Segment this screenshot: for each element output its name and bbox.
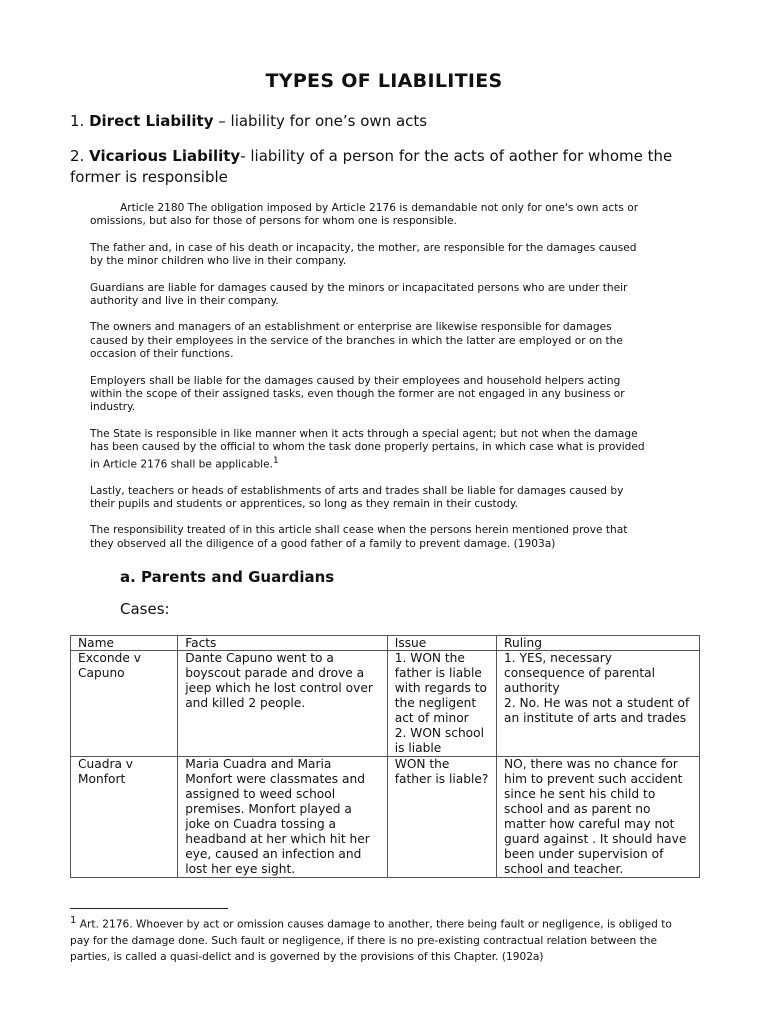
footnote-reference[interactable]: 1: [273, 455, 279, 466]
direct-liability-item: [70, 111, 710, 132]
article-paragraph: Guardians are liable for damages caused by the minors or incapacitated persons who are under their authority and live in their company.: [90, 281, 628, 308]
cases-table: [70, 635, 700, 878]
article-paragraph: The father and, in case of his death or incapacity, the mother, are responsible for the damages caused by the minor children who live in their company.: [90, 241, 637, 268]
vicarious-liability-item: [70, 146, 710, 188]
article-paragraph: The owners and managers of an establishment or enterprise are likewise responsible for damages caused by their employees in the service of the branches in which the latter are employed or on the occasion of their functions.: [90, 321, 623, 361]
article-paragraph: Lastly, teachers or heads of establishments of arts and trades shall be liable for damages caused by their pupils and students or apprentices, so long as they remain in their custody.: [90, 484, 624, 511]
item-number: 1.: [70, 112, 85, 130]
column-header-name: Name: [71, 636, 178, 651]
case-ruling-cell: NO, there was no chance for him to prevent such accident since he sent his child to school and as parent no matter how careful may not guard against . It should have been under supervision of school and teacher.: [497, 757, 700, 878]
table-row: [71, 651, 700, 757]
case-name-cell: Exconde v Capuno: [71, 651, 178, 757]
footnote-text: Art. 2176. Whoever by act or omission causes damage to another, there being fault or negligence, is obliged to pay for the damage done. Such fault or negligence, if there is no pre-existing contractual relation between the parties, is called a quasi-delict and is governed by the provisions of this Chapter. (1902a): [70, 918, 672, 963]
item-term: Vicarious Liability: [89, 147, 241, 165]
footnote-separator: [70, 908, 228, 909]
case-name-cell: Cuadra v Monfort: [71, 757, 178, 878]
article-paragraph: [90, 428, 650, 472]
item-term: Direct Liability: [89, 112, 214, 130]
column-header-issue: Issue: [387, 636, 496, 651]
case-ruling-cell: 1. YES, necessary consequence of parental authority 2. No. He was not a student of an institute of arts and trades: [497, 651, 700, 757]
case-issue-cell: 1. WON the father is liable with regards to the negligent act of minor 2. WON school is liable: [387, 651, 496, 757]
item-definition: - liability of a person for the acts of aother for whome the former is responsible: [70, 147, 673, 186]
cases-label: Cases:: [120, 600, 170, 618]
column-header-ruling: Ruling: [497, 636, 700, 651]
article-paragraph: Employers shall be liable for the damages caused by their employees and household helpers acting within the scope of their assigned tasks, even though the former are not engaged in any business or industry.: [90, 374, 625, 414]
item-number: 2.: [70, 147, 85, 165]
item-definition: – liability for one’s own acts: [213, 112, 428, 130]
article-paragraph: The responsibility treated of in this article shall cease when the persons herein mentioned prove that they observed all the diligence of a good father of a family to prevent damage. (1903a): [90, 524, 628, 550]
column-header-facts: Facts: [178, 636, 388, 651]
case-facts-cell: Maria Cuadra and Maria Monfort were classmates and assigned to weed school premises. Monfort played a joke on Cuadra tossing a headband at her which hit her eye, caused an infection and lost her eye sight.: [178, 757, 388, 878]
section-heading-parents-guardians: a. Parents and Guardians: [120, 568, 335, 586]
page-title: TYPES OF LIABILITIES: [265, 70, 503, 92]
footnote-marker: 1: [70, 915, 77, 926]
case-facts-cell: Dante Capuno went to a boyscout parade and drove a jeep which he lost control over and killed 2 people.: [178, 651, 388, 757]
article-paragraph: Article 2180 The obligation imposed by Article 2176 is demandable not only for one's own acts or omissions, but also for those of persons for whom one is responsible.: [90, 202, 639, 228]
article-2180-quote: [90, 202, 650, 564]
article-paragraph-text: The State is responsible in like manner when it acts through a special agent; but not when the damage has been caused by the official to whom the task done properly pertains, in which case what is provided in Article 2176 shall be applicable.: [90, 427, 645, 471]
case-issue-cell: WON the father is liable?: [387, 757, 496, 878]
footnote: [70, 913, 680, 965]
table-row: [71, 757, 700, 878]
table-header-row: [71, 636, 700, 651]
